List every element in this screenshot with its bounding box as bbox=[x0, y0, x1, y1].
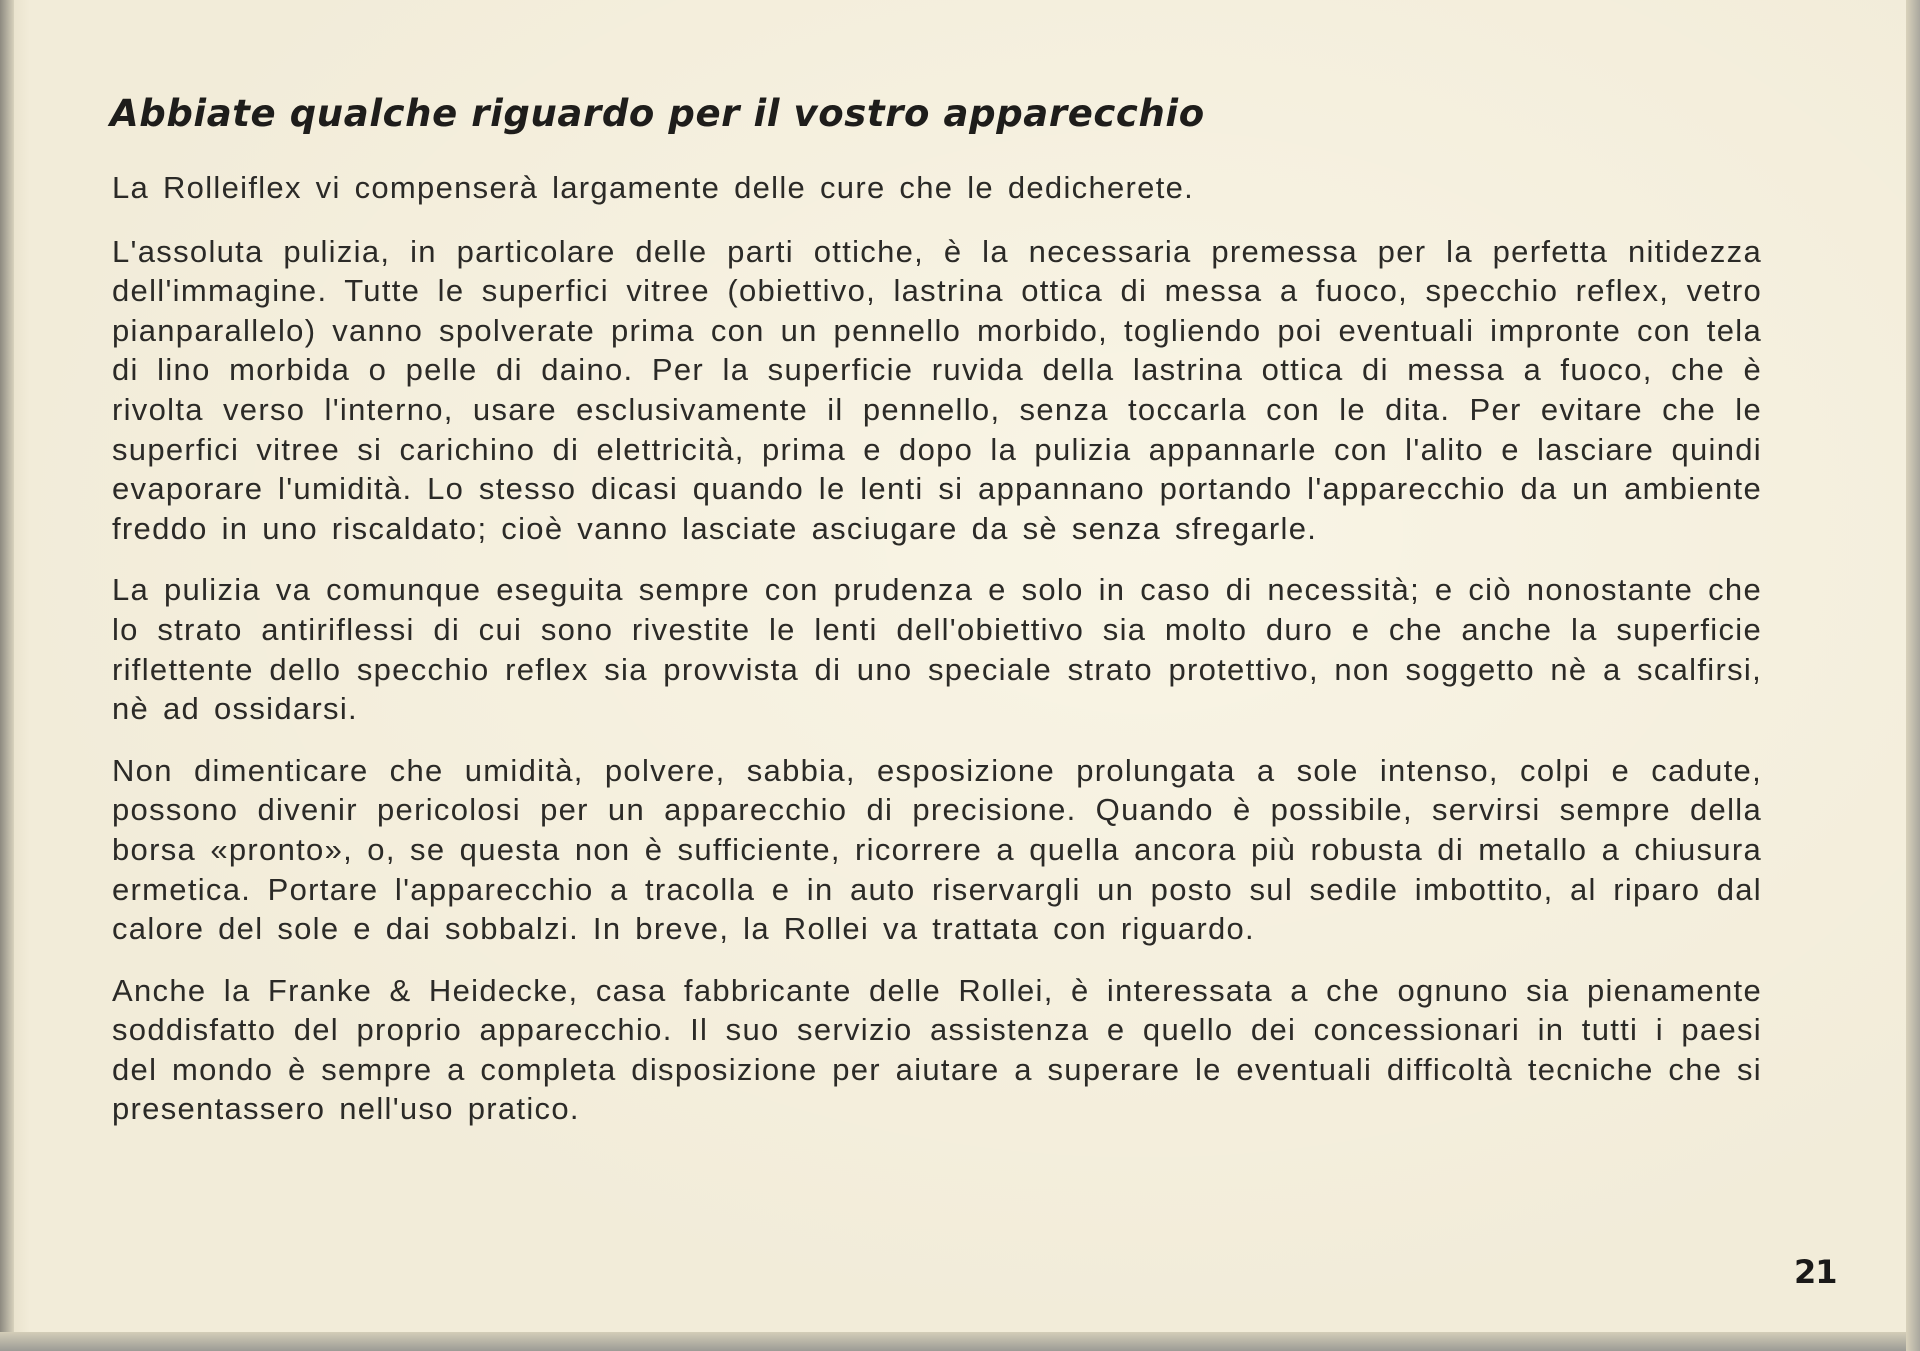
page-number: 21 bbox=[1794, 1253, 1837, 1291]
paragraph-protection: Non dimenticare che umidità, polvere, sabbia, esposizione prolungata a sole intenso, colpi e cadute, possono divenir pericolosi per un apparecchio di precisione. Quando è possibile, servirsi sempre della borsa «pronto», o, se questa non è sufficiente, ricorrere a quella ancora più robusta di metallo a chiusura ermetica. Portare l'apparecchio a tracolla e in auto riservargli un posto sul sedile imbottito, al riparo dal calore del sole e dai sobbalzi. In breve, la Rollei va trattata con riguardo. bbox=[112, 752, 1762, 947]
page-binding-shadow bbox=[0, 0, 14, 1332]
paragraph-intro: La Rolleiflex vi compenserà largamente delle cure che le dedicherete. bbox=[112, 170, 1195, 205]
page-heading: Abbiate qualche riguardo per il vostro apparecchio bbox=[110, 92, 1205, 135]
paragraph-cleaning: L'assoluta pulizia, in particolare delle parti ottiche, è la necessaria premessa per la perfetta nitidezza dell'immagine. Tutte le superfici vitree (obiettivo, lastrina ottica di messa a fuoco, specchio reflex, vetro pianparallelo) vanno spolverate prima con un pennello morbido, togliendo poi eventuali impronte con tela di lino morbida o pelle di daino. Per la superficie ruvida della lastrina ottica di messa a fuoco, che è rivolta verso l'interno, usare esclusivamente il pennello, senza toccarla con le dita. Per evitare che le superfici vitree si carichino di elettricità, prima e dopo la pulizia appannarle con l'alito e lasciare quindi evaporare l'umidità. Lo stesso dicasi quando le lenti si appannano portando l'apparecchio da un ambiente freddo in uno riscaldato; cioè vanno lasciate asciugare da sè senza sfregarle. bbox=[112, 233, 1762, 546]
paragraph-service: Anche la Franke & Heidecke, casa fabbricante delle Rollei, è interessata a che ognuno sia pienamente soddisfatto del proprio apparecchio. Il suo servizio assistenza e quello dei concessionari in tutti i paesi del mondo è sempre a completa disposizione per aiutare a superare le eventuali difficoltà tecniche che si presentassero nell'uso pratico. bbox=[112, 972, 1762, 1127]
body-text bbox=[112, 168, 1762, 1129]
page-bottom-edge bbox=[0, 1332, 1906, 1351]
paragraph-caution: La pulizia va comunque eseguita sempre con prudenza e solo in caso di necessità; e ciò nonostante che lo strato antiriflessi di cui sono rivestite le lenti dell'obiettivo sia molto duro e che anche la superficie riflettente dello specchio reflex sia provvista di uno speciale strato protettivo, non soggetto nè a scalfirsi, nè ad ossidarsi. bbox=[112, 572, 1762, 727]
page-right-edge bbox=[1906, 0, 1920, 1351]
